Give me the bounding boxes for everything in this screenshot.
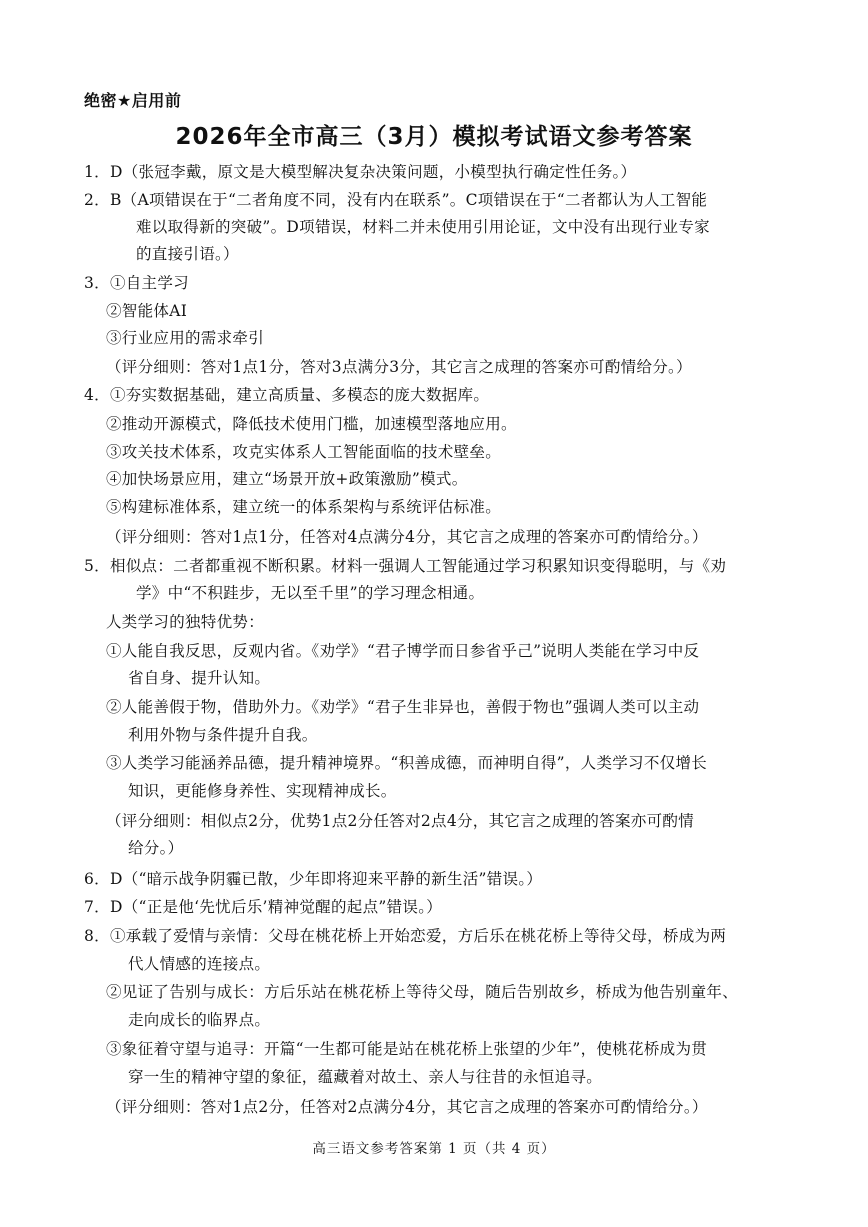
answer-line-7: 7．D（“正是他‘先忧后乐’精神觉醒的起点”错误。） <box>84 898 443 916</box>
answer-line-8-item: ③象征着守望与追寻：开篇“一生都可能是站在桃花桥上张望的少年”，使桃花桥成为贯 <box>106 1040 708 1058</box>
scoring-note-5: （评分细则：相似点2分，优势1点2分任答对2点4分，其它言之成理的答案亦可酌情 <box>106 812 695 830</box>
scoring-note-4: （评分细则：答对1点1分，任答对4点满分4分，其它言之成理的答案亦可酌情给分。） <box>106 528 708 546</box>
answer-line-5-item: ③人类学习能涵养品德，提升精神境界。“积善成德，而神明自得”，人类学习不仅增长 <box>106 754 708 772</box>
answer-line-8-item: ②见证了告别与成长：方后乐站在桃花桥上等待父母，随后告别故乡，桥成为他告别童年、 <box>106 983 739 1001</box>
answer-line-2: 2．B（A项错误在于“二者角度不同，没有内在联系”。C项错误在于“二者都认为人工智能 <box>84 191 708 209</box>
page-title: 2026年全市高三（3月）模拟考试语文参考答案 <box>175 124 693 150</box>
answer-line-5: 5．相似点：二者都重视不断积累。材料一强调人工智能通过学习积累知识变得聪明，与《劝 <box>84 557 727 575</box>
answer-line-5-item: ②人能善假于物，借助外力。《劝学》“君子生非异也，善假于物也”强调人类可以主动 <box>106 698 700 716</box>
answer-line-8-cont: 穿一生的精神守望的象征，蕴藏着对故土、亲人与往昔的永恒追寻。 <box>128 1068 603 1086</box>
answer-line-2-cont: 难以取得新的突破”。D项错误，材料二并未使用引用论证，文中没有出现行业专家 <box>136 218 710 236</box>
answer-line-8-cont: 代人情感的连接点。 <box>128 955 271 973</box>
answer-line-3-item: ②智能体AI <box>106 302 188 320</box>
answer-line-8: 8．①承载了爱情与亲情：父母在桃花桥上开始恋爱，方后乐在桃花桥上等待父母，桥成为两 <box>84 927 727 945</box>
answer-line-2-cont: 的直接引语。） <box>136 245 239 263</box>
answer-line-3: 3．①自主学习 <box>84 274 189 292</box>
answer-line-8-cont: 走向成长的临界点。 <box>128 1011 271 1029</box>
answer-line-4-item: ④加快场景应用，建立“场景开放+政策激励”模式。 <box>106 470 468 488</box>
answer-line-4-item: ③攻关技术体系，攻克实体系人工智能面临的技术壁垒。 <box>106 443 502 461</box>
answer-line-5-item: ①人能自我反思，反观内省。《劝学》“君子博学而日参省乎己”说明人类能在学习中反 <box>106 642 700 660</box>
answer-line-4-item: ⑤构建标准体系，建立统一的体系架构与系统评估标准。 <box>106 498 502 516</box>
scoring-note-8: （评分细则：答对1点2分，任答对2点满分4分，其它言之成理的答案亦可酌情给分。） <box>106 1098 708 1116</box>
answer-line-5-cont: 省自身、提升认知。 <box>128 669 271 687</box>
answer-line-3-item: ③行业应用的需求牵引 <box>106 329 265 347</box>
scoring-note-5-cont: 给分。） <box>128 839 184 857</box>
secret-label: 绝密★启用前 <box>84 91 182 110</box>
answer-line-5-sub: 人类学习的独特优势： <box>106 613 265 631</box>
answer-line-1: 1．D（张冠李戴，原文是大模型解决复杂决策问题，小模型执行确定性任务。） <box>84 163 637 181</box>
page-footer: 高三语文参考答案第 1 页（共 4 页） <box>312 1141 556 1157</box>
answer-line-4-item: ②推动开源模式，降低技术使用门槛，加速模型落地应用。 <box>106 415 517 433</box>
answer-line-5-cont: 知识，更能修身养性、实现精神成长。 <box>128 782 397 800</box>
answer-line-5-cont: 利用外物与条件提升自我。 <box>128 726 318 744</box>
answer-line-6: 6．D（“暗示战争阴霾已散，少年即将迎来平静的新生活”错误。） <box>84 870 543 888</box>
answer-line-4: 4．①夯实数据基础，建立高质量、多模态的庞大数据库。 <box>84 386 490 404</box>
scoring-note-3: （评分细则：答对1点1分，答对3点满分3分，其它言之成理的答案亦可酌情给分。） <box>106 358 692 376</box>
answer-line-5-cont: 学》中“不积跬步，无以至千里”的学习理念相通。 <box>136 584 485 602</box>
